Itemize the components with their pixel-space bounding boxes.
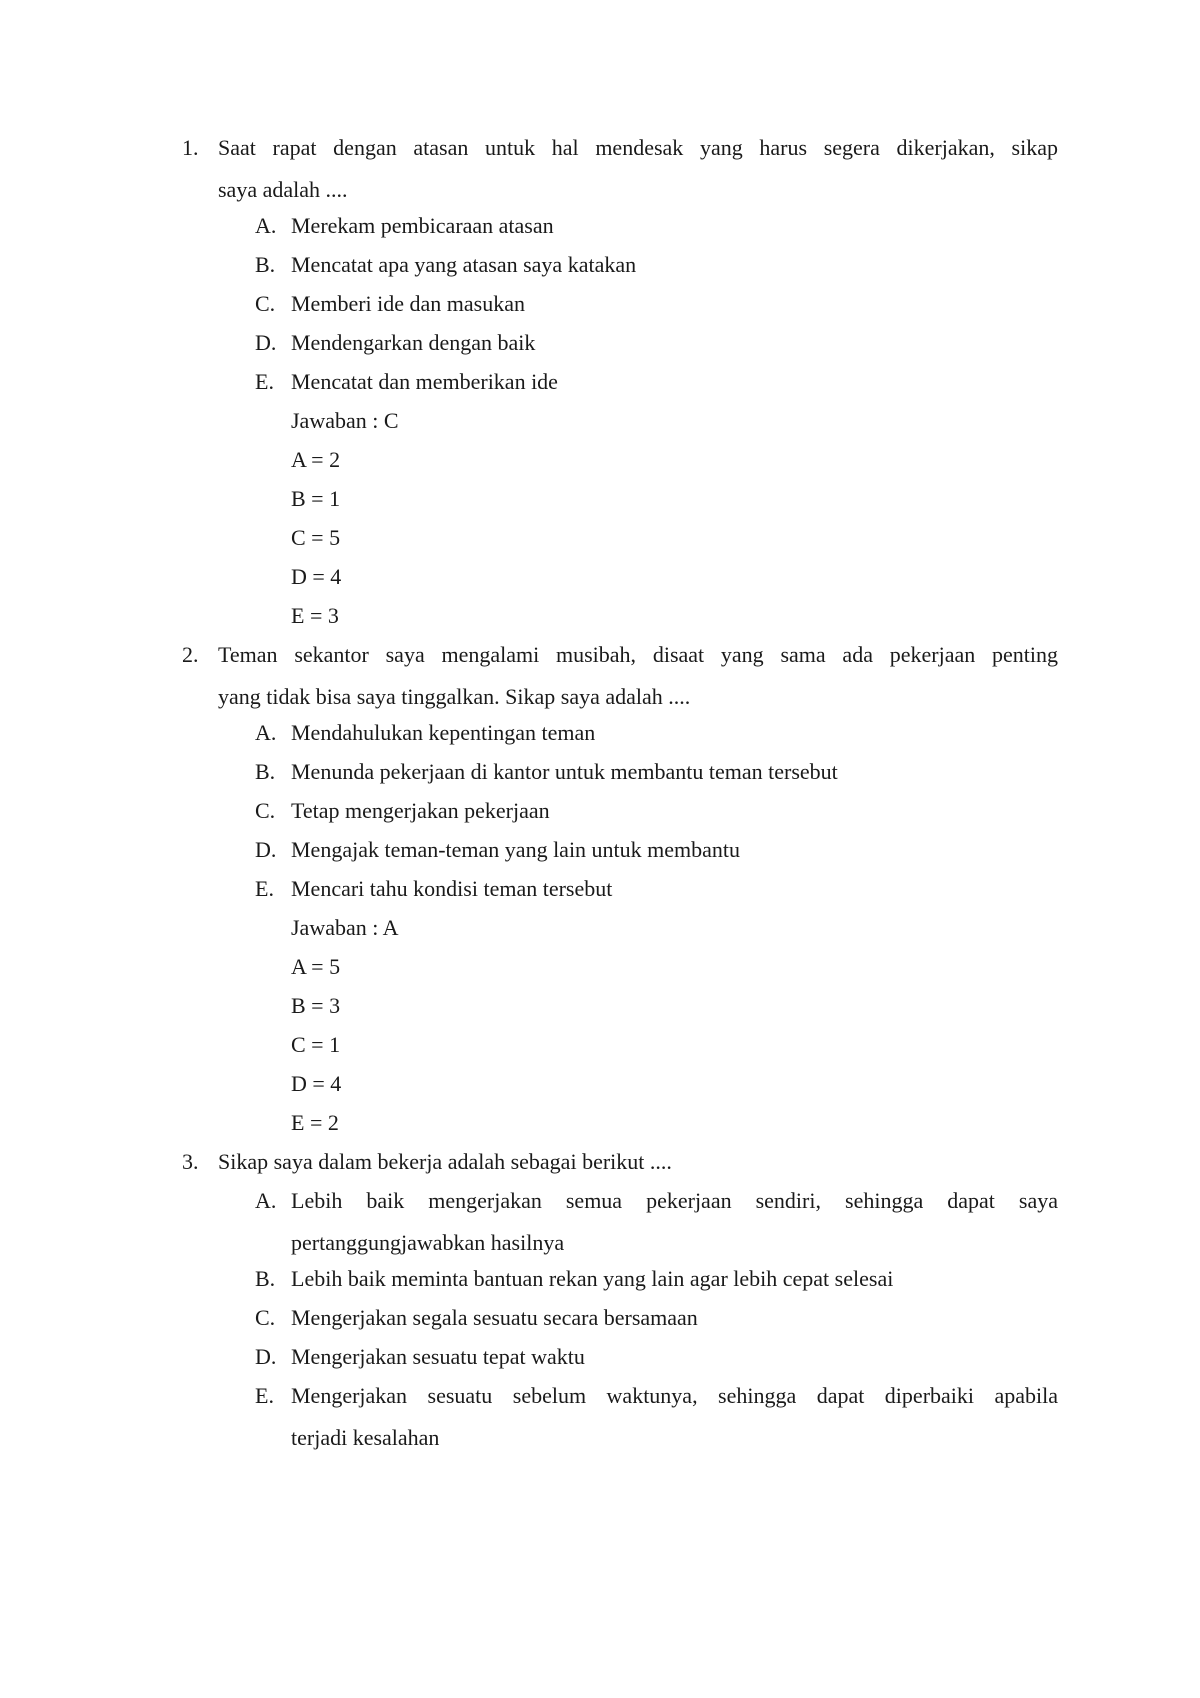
option-text-line: terjadi kesalahan	[291, 1425, 440, 1450]
option-letter: C.	[255, 291, 276, 316]
score-line: B = 1	[291, 486, 341, 511]
answer-key: Jawaban : C	[291, 408, 399, 433]
score-line: D = 4	[291, 564, 342, 589]
option-letter: E.	[255, 876, 274, 901]
score-line: C = 1	[291, 1032, 341, 1057]
option-letter: C.	[255, 798, 276, 823]
option-text	[291, 1180, 1058, 1264]
option-text: Lebih baik meminta bantuan rekan yang lain agar lebih cepat selesai	[291, 1266, 894, 1291]
option-letter: B.	[255, 1266, 276, 1291]
option-letter: D.	[255, 330, 277, 355]
option-letter: A.	[255, 213, 277, 238]
question-text-line: Saat rapat dengan atasan untuk hal mendesak yang harus segera dikerjakan, sikap	[218, 135, 1058, 160]
question-number: 1.	[182, 135, 199, 160]
question-number: 3.	[182, 1149, 199, 1174]
option-text	[291, 1375, 1058, 1459]
option-letter: D.	[255, 837, 277, 862]
option-letter: E.	[255, 1383, 274, 1408]
question-number: 2.	[182, 642, 199, 667]
option-text-line: pertanggungjawabkan hasilnya	[291, 1230, 565, 1255]
score-line: E = 2	[291, 1110, 339, 1135]
option-text: Mengerjakan sesuatu tepat waktu	[291, 1344, 585, 1369]
score-line: C = 5	[291, 525, 341, 550]
answer-key: Jawaban : A	[291, 915, 399, 940]
question-text	[218, 127, 1058, 211]
option-letter: D.	[255, 1344, 277, 1369]
score-line: D = 4	[291, 1071, 342, 1096]
score-line: B = 3	[291, 993, 341, 1018]
option-letter: C.	[255, 1305, 276, 1330]
option-text: Mengerjakan segala sesuatu secara bersamaan	[291, 1305, 698, 1330]
option-text: Menunda pekerjaan di kantor untuk membantu teman tersebut	[291, 759, 838, 784]
option-text: Mencatat dan memberikan ide	[291, 369, 558, 394]
option-text-line: Mengerjakan sesuatu sebelum waktunya, sehingga dapat diperbaiki apabila	[291, 1383, 1058, 1408]
option-text-line: Lebih baik mengerjakan semua pekerjaan sendiri, sehingga dapat saya	[291, 1188, 1058, 1213]
option-text: Memberi ide dan masukan	[291, 291, 525, 316]
option-letter: A.	[255, 720, 277, 745]
score-line: E = 3	[291, 603, 339, 628]
question-text-line: yang tidak bisa saya tinggalkan. Sikap saya adalah ....	[218, 684, 691, 709]
option-text: Mengajak teman-teman yang lain untuk membantu	[291, 837, 741, 862]
option-text: Tetap mengerjakan pekerjaan	[291, 798, 550, 823]
option-letter: E.	[255, 369, 274, 394]
option-text: Mencatat apa yang atasan saya katakan	[291, 252, 637, 277]
question-text-line: Teman sekantor saya mengalami musibah, disaat yang sama ada pekerjaan penting	[218, 642, 1058, 667]
question-text-line: Sikap saya dalam bekerja adalah sebagai berikut ....	[218, 1149, 672, 1174]
option-letter: B.	[255, 252, 276, 277]
option-text: Merekam pembicaraan atasan	[291, 213, 554, 238]
option-text: Mencari tahu kondisi teman tersebut	[291, 876, 613, 901]
option-letter: A.	[255, 1188, 277, 1213]
option-text: Mendahulukan kepentingan teman	[291, 720, 596, 745]
score-line: A = 5	[291, 954, 341, 979]
question-text	[218, 634, 1058, 718]
option-text: Mendengarkan dengan baik	[291, 330, 536, 355]
question-text	[218, 1141, 1058, 1183]
option-letter: B.	[255, 759, 276, 784]
score-line: A = 2	[291, 447, 341, 472]
question-text-line: saya adalah ....	[218, 177, 348, 202]
